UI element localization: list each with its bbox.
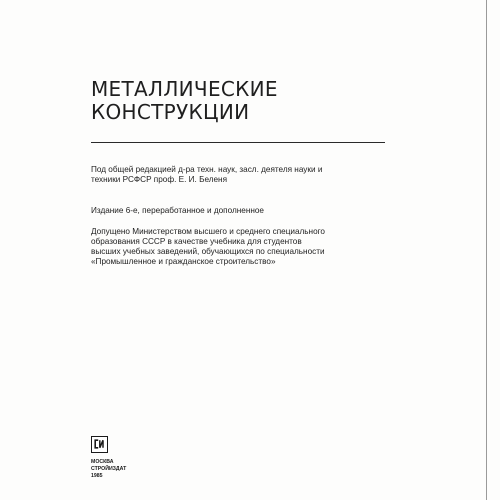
book-title: [91, 78, 278, 124]
publisher-name: СТРОЙИЗДАТ: [91, 466, 127, 472]
publisher-imprint: [91, 459, 126, 480]
publisher-city: МОСКВА: [91, 459, 114, 465]
book-title-line-1: МЕТАЛЛИЧЕСКИЕ: [91, 77, 278, 101]
editors-note: [91, 165, 322, 185]
approval-line-1: Допущено Министерством высшего и среднего специального: [91, 227, 325, 236]
approval-note: [91, 227, 325, 267]
publisher-logo-glyph: [92, 437, 106, 451]
editors-line-2: техники РСФСР проф. Е. И. Беленя: [91, 175, 228, 184]
page-edge-line: [486, 0, 487, 500]
approval-line-2: образования СССР в качестве учебника для студентов: [91, 237, 302, 246]
approval-line-4: «Промышленное и гражданское строительство»: [91, 257, 276, 266]
publisher-logo-icon: [91, 436, 108, 453]
publisher-block: [91, 436, 126, 480]
publication-year: 1985: [91, 473, 103, 479]
editors-line-1: Под общей редакцией д-ра техн. наук, засл. деятеля науки и: [91, 165, 323, 174]
approval-line-3: высших учебных заведений, обучающихся по специальности: [91, 247, 325, 256]
edition-text: Издание 6-е, переработанное и дополненное: [91, 206, 264, 215]
book-title-line-2: КОНСТРУКЦИИ: [91, 100, 250, 124]
title-divider: [91, 142, 385, 143]
edition-note: [91, 206, 264, 216]
